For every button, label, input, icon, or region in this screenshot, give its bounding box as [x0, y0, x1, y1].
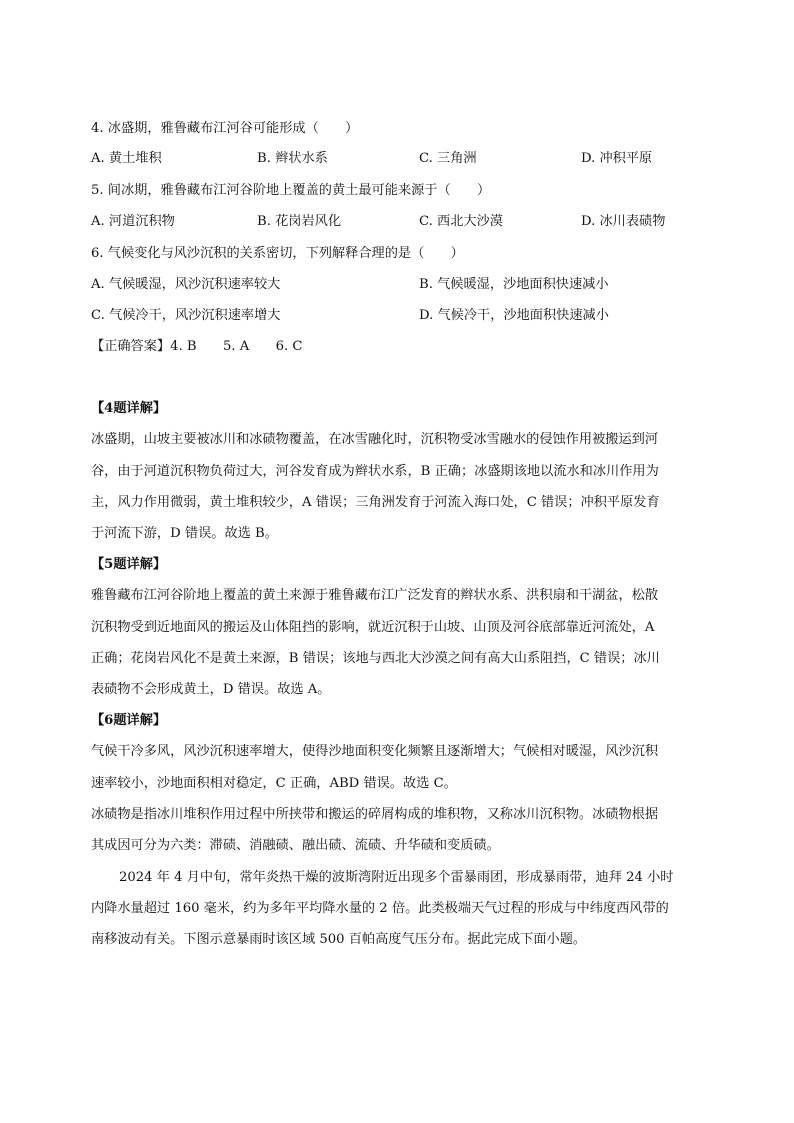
- detail-6-heading: 【6题详解】: [91, 713, 167, 728]
- q5-option-b: B. 花岗岩风化: [257, 214, 342, 229]
- detail-4-line: 主，风力作用微弱，黄土堆积较少，A 错误；三角洲发育于河流入海口处，C 错误；冲积平原发育: [91, 495, 660, 510]
- detail-4-line: 于河流下游，D 错误。故选 B。: [91, 526, 278, 541]
- detail-5-line: 正确；花岗岩风化不是黄土来源，B 错误；该地与西北大沙漠之间有高大山系阻挡，C 错误；冰川: [91, 651, 660, 666]
- q6-option-b: B. 气候暖湿，沙地面积快速减小: [419, 277, 609, 292]
- detail-4-line: 冰盛期，山坡主要被冰川和冰碛物覆盖，在冰雪融化时，沉积物受冰雪融水的侵蚀作用被搬运到河: [91, 432, 659, 447]
- question-6-options-row2: [91, 306, 711, 326]
- q5-option-a: A. 河道沉积物: [91, 214, 175, 229]
- question-6-stem: 6. 气候变化与风沙沉积的关系密切，下列解释合理的是（ ）: [91, 246, 464, 261]
- detail-6-line: 速率较小，沙地面积相对稳定，C 正确，ABD 错误。故选 C。: [91, 776, 457, 791]
- correct-answer: 【正确答案】4. B 5. A 6. C: [91, 339, 303, 354]
- detail-5-line: 沉积物受到近地面风的搬运及山体阻挡的影响，就近沉积于山坡、山顶及河谷底部靠近河流处，A: [91, 620, 655, 635]
- detail-5-line: 雅鲁藏布江河谷阶地上覆盖的黄土来源于雅鲁藏布江广泛发育的辫状水系、洪积扇和干湖盆，松散: [91, 588, 659, 603]
- q5-option-d: D. 冰川表碛物: [581, 214, 666, 229]
- detail-5-heading: 【5题详解】: [91, 557, 167, 572]
- q6-option-a: A. 气候暖湿，风沙沉积速率较大: [91, 277, 281, 292]
- detail-6-line: 气候干冷多风，风沙沉积速率增大，使得沙地面积变化频繁且逐渐增大；气候相对暖湿，风沙沉积: [91, 744, 659, 759]
- passage-line: 南移波动有关。下图示意暴雨时该区域 500 百帕高度气压分布。据此完成下面小题。: [91, 932, 587, 947]
- question-4-stem: 4. 冰盛期，雅鲁藏布江河谷可能形成（ ）: [91, 121, 359, 136]
- question-5-stem: 5. 间冰期，雅鲁藏布江河谷阶地上覆盖的黄土最可能来源于（ ）: [91, 183, 491, 198]
- passage-line: 2024 年 4 月中旬，常年炎热干燥的波斯湾附近出现多个雷暴雨团，形成暴雨带，迪拜 24 小时: [119, 870, 674, 885]
- q4-option-a: A. 黄土堆积: [91, 151, 162, 166]
- q4-option-c: C. 三角洲: [419, 151, 477, 166]
- q4-option-b: B. 辫状水系: [257, 151, 328, 166]
- detail-4-line: 谷，由于河道沉积物负荷过大，河谷发育成为辫状水系，B 正确；冰盛期该地以流水和冰川作用为: [91, 464, 659, 479]
- question-6-options-row1: [91, 275, 711, 295]
- detail-5-line: 表碛物不会形成黄土，D 错误。故选 A。: [91, 682, 331, 697]
- detail-4-heading: 【4题详解】: [91, 401, 167, 416]
- detail-6-line: 其成因可分为六类：滞碛、消融碛、融出碛、流碛、升华碛和变质碛。: [91, 838, 500, 853]
- detail-6-line: 冰碛物是指冰川堆积作用过程中所挟带和搬运的碎屑构成的堆积物，又称冰川沉积物。冰碛物根据: [91, 807, 659, 822]
- q5-option-c: C. 西北大沙漠: [419, 214, 503, 229]
- question-5-options: [91, 212, 711, 232]
- question-4-options: [91, 149, 711, 169]
- passage-line: 内降水量超过 160 毫米，约为多年平均降水量的 2 倍。此类极端天气过程的形成与中纬度西风带的: [91, 901, 669, 916]
- q6-option-d: D. 气候冷干，沙地面积快速减小: [419, 308, 609, 323]
- q4-option-d: D. 冲积平原: [581, 151, 653, 166]
- q6-option-c: C. 气候冷干，风沙沉积速率增大: [91, 308, 281, 323]
